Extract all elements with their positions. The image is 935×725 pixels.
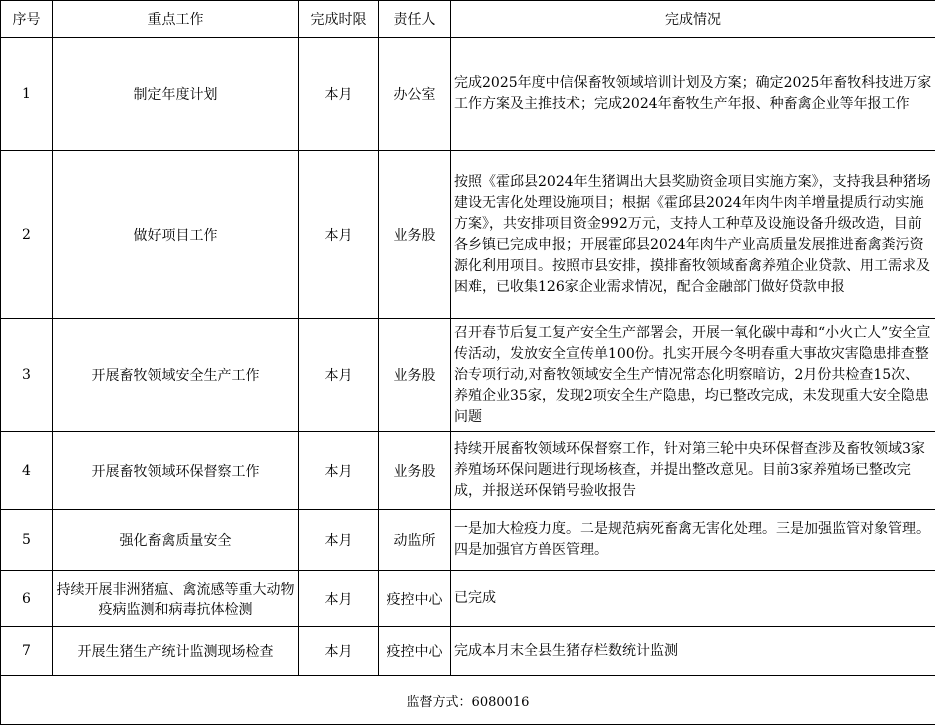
supervision-contact: 监督方式：6080016 [1,676,935,725]
table-row [1,319,935,432]
row-status: 一是加大检疫力度。二是规范病死畜禽无害化处理。三是加强监管对象管理。四是加强官方兽医管理。 [451,510,935,571]
row-deadline: 本月 [299,319,379,432]
row-task: 开展畜牧领域安全生产工作 [53,319,299,432]
row-owner: 业务股 [379,151,451,319]
row-no: 3 [1,319,53,432]
row-no: 7 [1,627,53,676]
header-task: 重点工作 [53,1,299,38]
row-task: 开展生猪生产统计监测现场检查 [53,627,299,676]
table-row [1,151,935,319]
row-status: 按照《霍邱县2024年生猪调出大县奖励资金项目实施方案》，支持我县种猪场建设无害化处理设施项目；根据《霍邱县2024年肉牛肉羊增量提质行动实施方案》，共安排项目资金992万元，支持人工种草及设施设备升级改造，目前各乡镇已完成申报；开展霍邱县2024年肉牛产业高质量发展推进畜禽粪污资源化利用项目。按照市县安排，摸排畜牧领域畜禽养殖企业贷款、用工需求及困难，已收集126家企业需求情况，配合金融部门做好贷款申报 [451,151,935,319]
row-task: 制定年度计划 [53,38,299,151]
table-row [1,627,935,676]
row-deadline: 本月 [299,571,379,627]
row-deadline: 本月 [299,627,379,676]
row-deadline: 本月 [299,432,379,510]
header-owner: 责任人 [379,1,451,38]
header-status: 完成情况 [451,1,935,38]
row-status: 完成本月末全县生猪存栏数统计监测 [451,627,935,676]
row-no: 2 [1,151,53,319]
row-status: 召开春节后复工复产安全生产部署会，开展一氧化碳中毒和“小火亡人”安全宣传活动，发放安全宣传单100份。扎实开展今冬明春重大事故灾害隐患排查整治专项行动,对畜牧领域安全生产情况常态化明察暗访，2月份共检查15次、养殖企业35家，发现2项安全生产隐患，均已整改完成，未发现重大安全隐患问题 [451,319,935,432]
table-row [1,38,935,151]
row-task: 强化畜禽质量安全 [53,510,299,571]
row-owner: 动监所 [379,510,451,571]
table-row [1,432,935,510]
row-status: 已完成 [451,571,935,627]
row-status: 完成2025年度中信保畜牧领域培训计划及方案；确定2025年畜牧科技进万家工作方案及主推技术；完成2024年畜牧生产年报、种畜禽企业等年报工作 [451,38,935,151]
row-task: 持续开展非洲猪瘟、禽流感等重大动物疫病监测和病毒抗体检测 [53,571,299,627]
row-owner: 疫控中心 [379,571,451,627]
row-deadline: 本月 [299,510,379,571]
header-row [1,1,935,38]
row-no: 1 [1,38,53,151]
row-task: 做好项目工作 [53,151,299,319]
row-no: 5 [1,510,53,571]
table-row [1,571,935,627]
row-no: 4 [1,432,53,510]
row-owner: 业务股 [379,319,451,432]
row-status: 持续开展畜牧领域环保督察工作，针对第三轮中央环保督查涉及畜牧领域3家养殖场环保问题进行现场核查，并提出整改意见。目前3家养殖场已整改完成，并报送环保销号验收报告 [451,432,935,510]
header-deadline: 完成时限 [299,1,379,38]
header-no: 序号 [1,1,53,38]
table-row [1,510,935,571]
row-owner: 办公室 [379,38,451,151]
row-deadline: 本月 [299,151,379,319]
row-no: 6 [1,571,53,627]
row-task: 开展畜牧领域环保督察工作 [53,432,299,510]
row-owner: 疫控中心 [379,627,451,676]
row-owner: 业务股 [379,432,451,510]
footer-row [1,676,935,725]
row-deadline: 本月 [299,38,379,151]
